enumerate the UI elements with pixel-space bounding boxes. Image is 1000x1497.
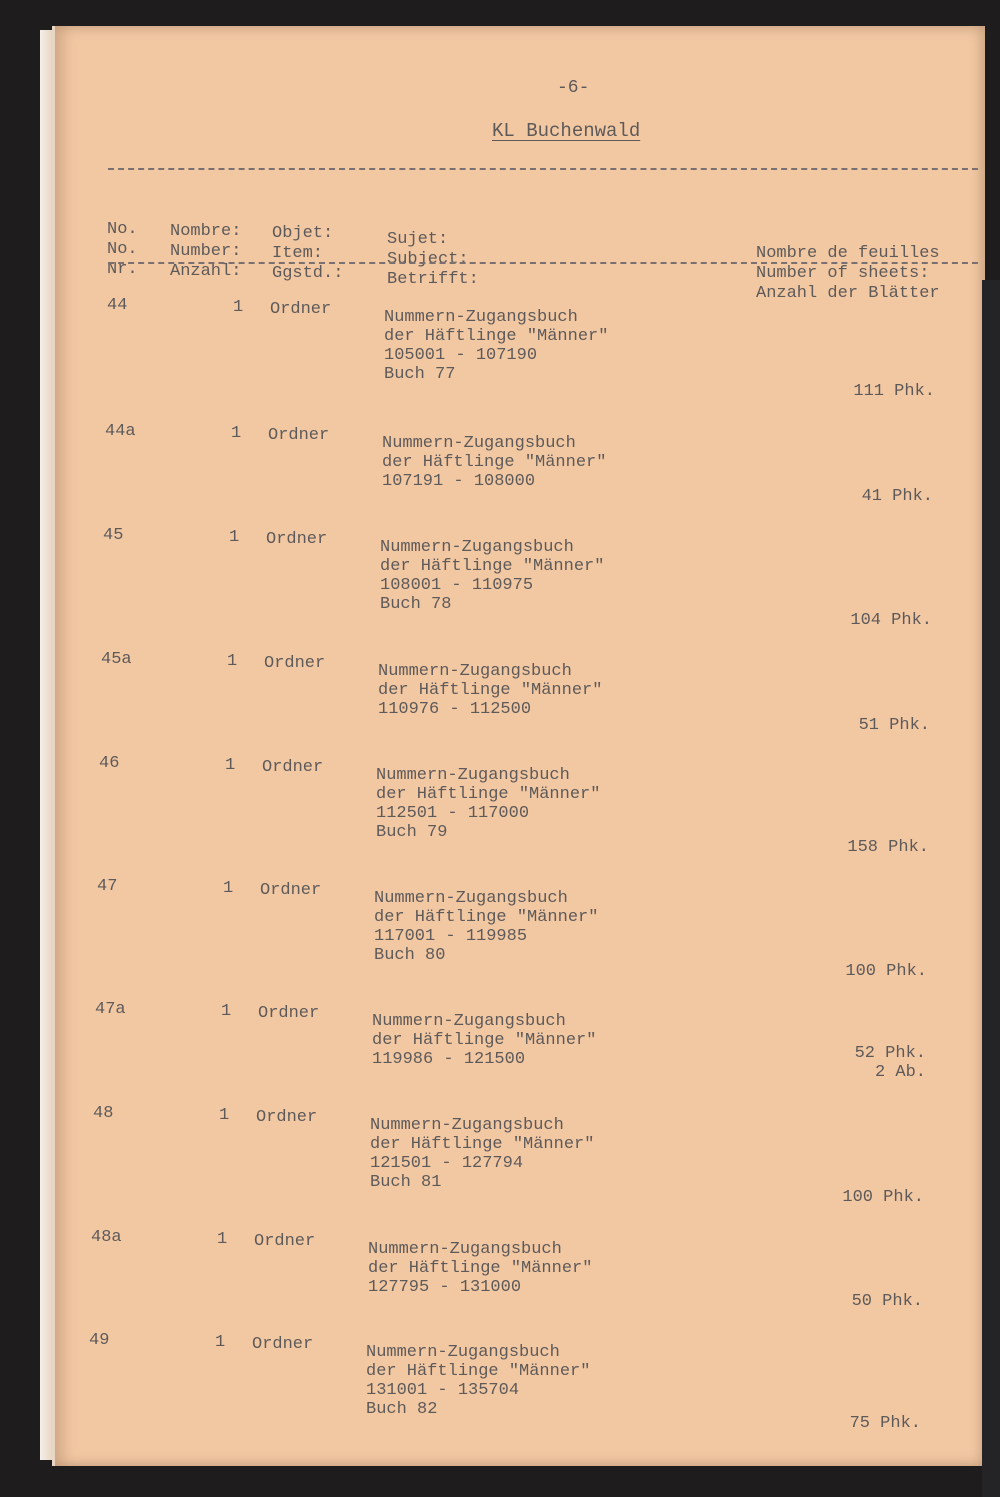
entry-count: 1	[225, 756, 236, 775]
subject-line: Buch 77	[384, 365, 456, 384]
subject-line: 105001 - 107190	[384, 346, 538, 365]
header-sheets: Nombre de feuilles Number of sheets: Anzahl der Blätter	[756, 244, 940, 303]
entry-sheets	[789, 838, 929, 857]
entry-subject	[370, 1116, 594, 1192]
subject-line: 108001 - 110975	[380, 576, 534, 595]
subject-line: der Häftlinge "Männer"	[372, 1031, 597, 1050]
sheets-line: 111 Phk.	[853, 382, 935, 401]
entry-sheets	[781, 1414, 921, 1433]
entry-number: 44	[107, 296, 128, 315]
subject-line: Buch 82	[366, 1400, 438, 1419]
entry-item: Ordner	[258, 1004, 320, 1023]
entry-count: 1	[233, 298, 244, 317]
page-number: -6-	[557, 78, 590, 98]
sheets-line: 50 Phk.	[851, 1292, 923, 1311]
sheets-line: 2 Ab.	[874, 1063, 926, 1082]
entry-number: 44a	[105, 422, 136, 441]
sheets-line: 104 Phk.	[850, 611, 932, 630]
sheets-line: 158 Phk.	[847, 838, 929, 857]
subject-line: Nummern-Zugangsbuch	[372, 1012, 566, 1031]
entry-item: Ordner	[268, 426, 330, 445]
subject-line: Nummern-Zugangsbuch	[376, 766, 570, 785]
entry-number: 47	[97, 877, 118, 896]
entry-number: 48a	[91, 1228, 122, 1247]
subject-line: Buch 80	[374, 946, 446, 965]
subject-line: der Häftlinge "Männer"	[370, 1135, 595, 1154]
entry-subject	[376, 766, 600, 842]
subject-line: Buch 78	[380, 595, 452, 614]
background-strip	[982, 280, 1000, 1497]
sheets-line: 100 Phk.	[845, 962, 927, 981]
subject-line: 117001 - 119985	[374, 927, 528, 946]
header-rule-bottom	[108, 262, 978, 264]
subject-line: Nummern-Zugangsbuch	[368, 1240, 562, 1259]
entry-item: Ordner	[266, 530, 328, 549]
sheets-line: 75 Phk.	[849, 1414, 921, 1433]
entry-item: Ordner	[252, 1335, 314, 1354]
entry-number: 45	[103, 526, 124, 545]
entry-number: 45a	[101, 650, 132, 669]
entry-subject	[366, 1343, 590, 1419]
subject-line: Nummern-Zugangsbuch	[380, 538, 574, 557]
entry-subject	[372, 1012, 596, 1069]
entry-count: 1	[223, 879, 234, 898]
entry-sheets	[793, 487, 933, 506]
entry-count: 1	[217, 1230, 228, 1249]
entry-sheets	[784, 1188, 924, 1207]
subject-line: der Häftlinge "Männer"	[366, 1362, 591, 1381]
subject-line: 131001 - 135704	[366, 1381, 520, 1400]
subject-line: der Häftlinge "Männer"	[384, 327, 609, 346]
subject-line: der Häftlinge "Männer"	[376, 785, 601, 804]
entry-count: 1	[215, 1333, 226, 1352]
entry-number: 49	[89, 1331, 110, 1350]
entry-sheets	[786, 1044, 926, 1082]
entry-subject	[378, 662, 602, 719]
subject-line: Nummern-Zugangsbuch	[366, 1343, 560, 1362]
subject-line: 121501 - 127794	[370, 1154, 524, 1173]
entry-number: 47a	[95, 1000, 126, 1019]
entry-sheets	[787, 962, 927, 981]
subject-line: der Häftlinge "Männer"	[374, 908, 599, 927]
entry-count: 1	[219, 1106, 230, 1125]
sheets-line: 51 Phk.	[858, 716, 930, 735]
entry-sheets	[795, 382, 935, 401]
subject-line: 119986 - 121500	[372, 1050, 526, 1069]
header-item: Objet: Item: Ggstd.:	[272, 224, 344, 283]
entry-item: Ordner	[270, 300, 332, 319]
header-subject: Sujet: Subject: Betrifft:	[387, 230, 479, 289]
entry-subject	[380, 538, 604, 614]
entry-sheets	[792, 611, 932, 630]
subject-line: 127795 - 131000	[368, 1278, 522, 1297]
sheets-line: 52 Phk.	[854, 1044, 926, 1063]
subject-line: Nummern-Zugangsbuch	[384, 308, 578, 327]
subject-line: Nummern-Zugangsbuch	[374, 889, 568, 908]
subject-line: Buch 79	[376, 823, 448, 842]
entry-item: Ordner	[264, 654, 326, 673]
sheets-line: 41 Phk.	[861, 487, 933, 506]
subject-line: Nummern-Zugangsbuch	[382, 434, 576, 453]
entry-subject	[384, 308, 608, 384]
header-no: No. No. Nr.	[107, 220, 138, 279]
entry-sheets	[783, 1292, 923, 1311]
entry-count: 1	[229, 528, 240, 547]
header-count: Nombre: Number: Anzahl:	[170, 222, 242, 281]
document-heading: KL Buchenwald	[492, 120, 641, 142]
entry-subject	[368, 1240, 592, 1297]
subject-line: der Häftlinge "Männer"	[380, 557, 605, 576]
subject-line: 107191 - 108000	[382, 472, 536, 491]
header-rule-top	[108, 168, 978, 170]
entry-subject	[382, 434, 606, 491]
subject-line: Buch 81	[370, 1173, 442, 1192]
sheets-line: 100 Phk.	[842, 1188, 924, 1207]
subject-line: Nummern-Zugangsbuch	[370, 1116, 564, 1135]
subject-line: der Häftlinge "Männer"	[382, 453, 607, 472]
subject-line: Nummern-Zugangsbuch	[378, 662, 572, 681]
subject-line: der Häftlinge "Männer"	[368, 1259, 593, 1278]
entry-item: Ordner	[260, 881, 322, 900]
entry-count: 1	[227, 652, 238, 671]
subject-line: der Häftlinge "Männer"	[378, 681, 603, 700]
entry-count: 1	[221, 1002, 232, 1021]
entry-item: Ordner	[262, 758, 324, 777]
entry-subject	[374, 889, 598, 965]
entry-number: 48	[93, 1104, 114, 1123]
entry-count: 1	[231, 424, 242, 443]
entry-number: 46	[99, 754, 120, 773]
entry-item: Ordner	[254, 1232, 316, 1251]
entry-sheets	[790, 716, 930, 735]
entry-item: Ordner	[256, 1108, 318, 1127]
subject-line: 110976 - 112500	[378, 700, 532, 719]
subject-line: 112501 - 117000	[376, 804, 530, 823]
